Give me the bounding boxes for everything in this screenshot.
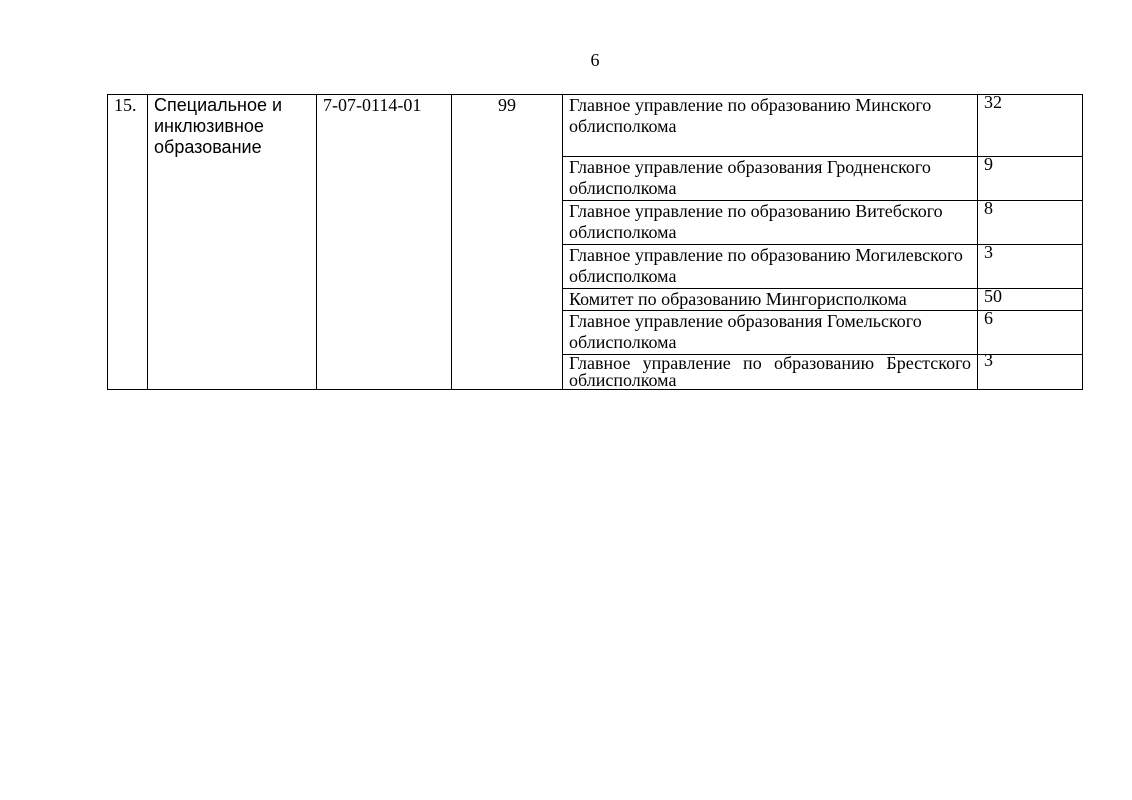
allocation-count: 3 — [984, 350, 993, 370]
table-row — [108, 95, 1083, 157]
allocation-count: 3 — [984, 242, 993, 262]
organization-cell: Главное управление образования Гродненского облисполкома — [563, 157, 978, 201]
allocation-count: 9 — [984, 154, 993, 174]
total-count-cell: 99 — [452, 95, 563, 390]
organization-cell: Главное управление по образованию Витебского облисполкома — [563, 201, 978, 245]
allocation-count-cell — [978, 198, 1083, 245]
organization-line: Главное управление по образованию Брестского — [569, 353, 971, 373]
organization-cell: Комитет по образованию Мингорисполкома — [563, 289, 978, 311]
organization-cell: Главное управление по образованию Минского облисполкома — [563, 95, 978, 157]
page-number: 6 — [590, 50, 600, 70]
allocation-count-cell — [978, 286, 1083, 311]
allocation-count: 8 — [984, 198, 993, 218]
allocation-count-cell — [978, 242, 1083, 289]
allocation-count: 6 — [984, 308, 993, 328]
allocation-count-cell — [978, 308, 1083, 355]
allocation-count-cell — [978, 350, 1083, 390]
allocation-count: 32 — [984, 92, 1002, 112]
organization-line: облисполкома — [569, 370, 677, 390]
allocation-count: 50 — [984, 286, 1002, 306]
row-number-cell: 15. — [108, 95, 148, 390]
allocation-count-cell — [978, 92, 1083, 157]
organization-cell: Главное управление образования Гомельского облисполкома — [563, 311, 978, 355]
allocation-count-cell — [978, 154, 1083, 201]
specialty-code-cell: 7-07-0114-01 — [317, 95, 452, 390]
organization-cell: Главное управление по образованию Могилевского облисполкома — [563, 245, 978, 289]
specialty-name-cell: Специальное и инклюзивное образование — [148, 95, 317, 390]
organization-cell — [563, 355, 978, 390]
distribution-table — [107, 94, 1083, 390]
